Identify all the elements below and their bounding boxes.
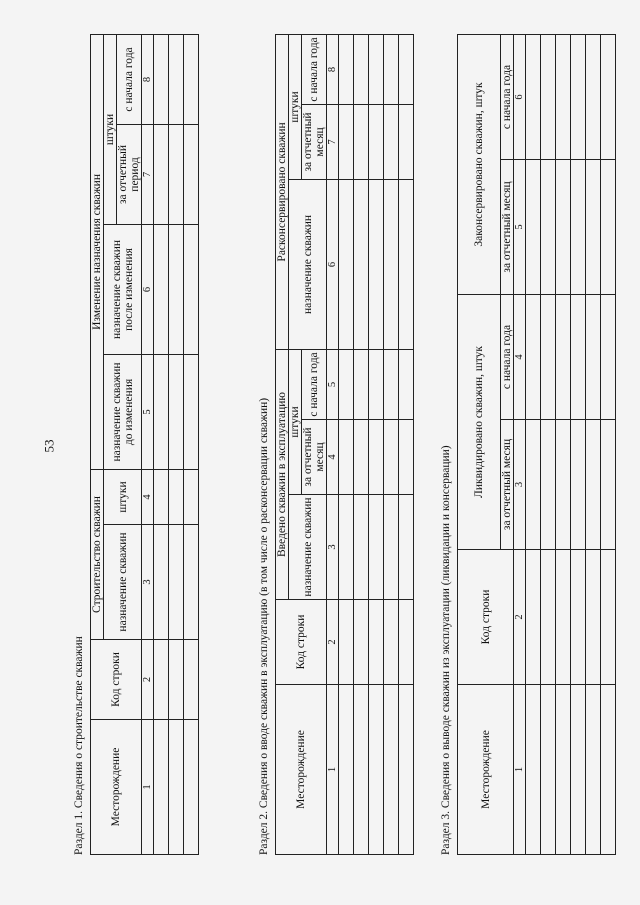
table-row <box>556 34 571 854</box>
table-row <box>526 34 541 854</box>
header-reactivated: Расконсервировано скважин <box>276 34 289 349</box>
section-3-table <box>457 34 616 855</box>
header-change: Изменение назначения скважин <box>91 34 104 469</box>
header-period: за отчетный период <box>117 124 142 224</box>
column-number: 7 <box>327 104 339 179</box>
table-row <box>369 34 384 854</box>
header-field: Месторождение <box>458 685 514 855</box>
section-2 <box>255 34 414 855</box>
table-row <box>169 34 184 854</box>
header-commissioned-units: штуки <box>289 349 302 494</box>
table-row <box>571 34 586 854</box>
column-number: 6 <box>142 224 154 354</box>
header-code: Код строки <box>276 600 327 685</box>
column-number: 2 <box>327 600 339 685</box>
header-construction-purpose: назначение скважин <box>104 525 142 640</box>
column-number: 3 <box>142 525 154 640</box>
table-row <box>601 34 616 854</box>
table-row <box>399 34 414 854</box>
column-numbers-row <box>514 34 526 854</box>
table-row <box>154 34 169 854</box>
table-row <box>184 34 199 854</box>
column-number: 6 <box>514 34 526 159</box>
header-construction: Строительство скважин <box>91 469 104 639</box>
table-row <box>586 34 601 854</box>
page-number: 53 <box>41 439 57 453</box>
column-number: 5 <box>327 349 339 419</box>
header-month: за отчетный месяц <box>501 420 514 550</box>
column-number: 1 <box>514 685 526 855</box>
header-year-start: с начала года <box>302 349 327 419</box>
table-row <box>541 34 556 854</box>
column-number: 1 <box>327 685 339 855</box>
header-code: Код строки <box>91 640 142 720</box>
header-change-units: штуки <box>104 34 117 224</box>
column-numbers-row <box>327 34 339 854</box>
section-1-title: Раздел 1. Сведения о строительстве скважин <box>73 636 85 855</box>
section-2-table <box>275 34 414 855</box>
header-code: Код строки <box>458 550 514 685</box>
header-field: Месторождение <box>276 685 327 855</box>
header-month-2: за отчетный месяц <box>501 160 514 295</box>
header-change-before: назначение скважин до изменения <box>104 354 142 469</box>
table-row <box>384 34 399 854</box>
header-field: Месторождение <box>91 720 142 855</box>
section-3-title: Раздел 3. Сведения о выводе скважин из эксплуатации (ликвидации и консервации) <box>440 445 452 855</box>
section-2-title: Раздел 2. Сведения о вводе скважин в эксплуатацию (в том числе о расконсервации скважин) <box>258 397 270 855</box>
header-year-start-2: с начала года <box>302 34 327 104</box>
column-number: 3 <box>514 420 526 550</box>
header-liquidated: Ликвидировано скважин, штук <box>458 295 501 550</box>
column-number: 4 <box>514 295 526 420</box>
table-row <box>339 34 354 854</box>
header-year-start: с начала года <box>501 295 514 420</box>
header-change-after: назначение скважин после изменения <box>104 224 142 354</box>
header-commissioned: Введено скважин в эксплуатацию <box>276 349 289 599</box>
column-number: 8 <box>142 34 154 124</box>
column-number: 6 <box>327 179 339 349</box>
column-number: 5 <box>142 354 154 469</box>
column-number: 4 <box>142 469 154 524</box>
column-number: 3 <box>327 495 339 600</box>
table-row <box>354 34 369 854</box>
column-number: 8 <box>327 34 339 104</box>
header-year-start-2: с начала года <box>501 34 514 159</box>
header-year-start: с начала года <box>117 34 142 124</box>
header-month-2: за отчетный месяц <box>302 104 327 179</box>
header-month: за отчетный месяц <box>302 420 327 495</box>
header-reactivated-units: штуки <box>289 34 302 179</box>
column-number: 2 <box>514 550 526 685</box>
section-1 <box>70 34 199 855</box>
column-number: 4 <box>327 420 339 495</box>
column-numbers-row <box>142 34 154 854</box>
column-number: 2 <box>142 640 154 720</box>
section-1-table <box>90 34 199 855</box>
section-3 <box>437 34 616 855</box>
header-construction-units: штуки <box>104 469 142 524</box>
column-number: 5 <box>514 160 526 295</box>
column-number: 7 <box>142 124 154 224</box>
header-reactivated-purpose: назначение скважин <box>289 179 327 349</box>
header-commissioned-purpose: назначение скважин <box>289 495 327 600</box>
column-number: 1 <box>142 720 154 855</box>
header-mothballed: Законсервировано скважин, штук <box>458 34 501 294</box>
